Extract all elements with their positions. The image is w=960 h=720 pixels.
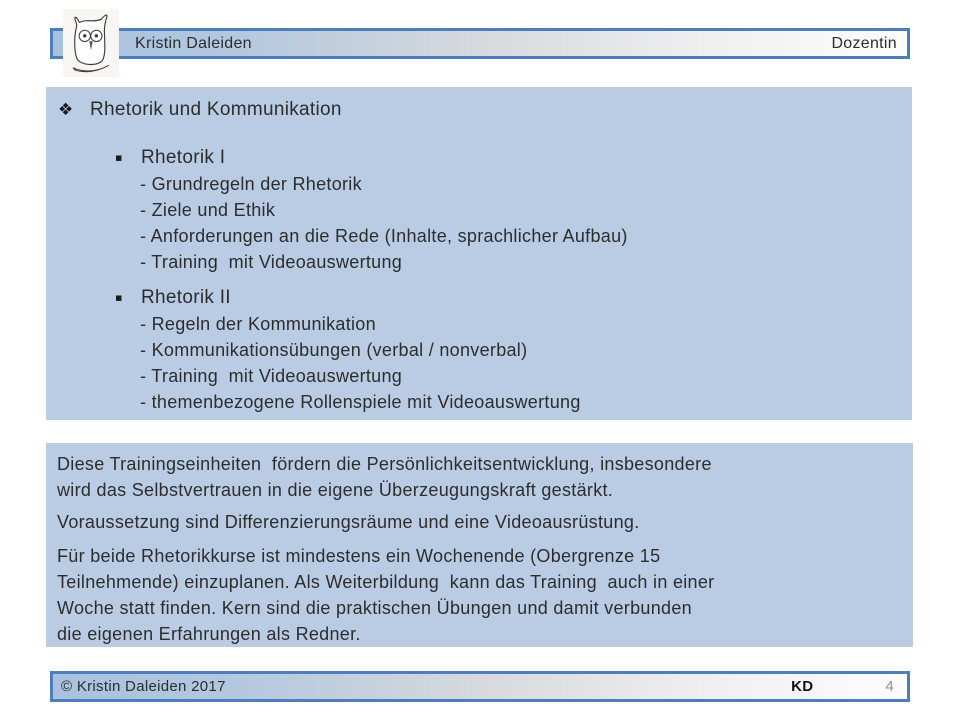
- list-item: - Ziele und Ethik: [140, 200, 276, 220]
- square-bullet-icon: ▪: [115, 291, 123, 304]
- note-line: Teilnehmende) einzuplanen. Als Weiterbildung kann das Training auch in einer: [57, 572, 715, 592]
- section-heading: [46, 145, 912, 171]
- header-bar: [50, 28, 910, 59]
- list-item: - Grundregeln der Rhetorik: [140, 174, 362, 194]
- footer-bar: [50, 671, 910, 702]
- note-line: Für beide Rhetorikkurse ist mindestens ein Wochenende (Obergrenze 15: [57, 546, 661, 566]
- footer-copyright: © Kristin Daleiden 2017: [61, 678, 226, 695]
- diamond-bullet-icon: ❖: [58, 100, 74, 120]
- section-heading-label: Rhetorik I: [141, 147, 226, 168]
- topic-title: Rhetorik und Kommunikation: [90, 99, 342, 120]
- content-box: [46, 87, 912, 420]
- note-line: Voraussetzung sind Differenzierungsräume und eine Videoausrüstung.: [57, 512, 640, 532]
- list-item: - themenbezogene Rollenspiele mit Videoauswertung: [140, 392, 581, 412]
- topic-title-row: [46, 97, 912, 123]
- note-paragraph: [57, 451, 901, 503]
- note-line: die eigenen Erfahrungen als Redner.: [57, 624, 361, 644]
- note-line: Diese Trainingseinheiten fördern die Persönlichkeitsentwicklung, insbesondere: [57, 454, 712, 474]
- note-paragraph: [57, 509, 901, 535]
- square-bullet-icon: ▪: [115, 151, 123, 164]
- section-heading-label: Rhetorik II: [141, 287, 231, 308]
- list-item: - Kommunikationsübungen (verbal / nonverbal): [140, 340, 528, 360]
- note-line: wird das Selbstvertrauen in die eigene Überzeugungskraft gestärkt.: [57, 480, 614, 500]
- list-item: - Regeln der Kommunikation: [140, 314, 376, 334]
- section-rhetorik-1: [46, 145, 912, 275]
- footer-initials: KD: [791, 678, 814, 695]
- section-heading: [46, 285, 912, 311]
- list-item: - Training mit Videoauswertung: [140, 366, 403, 386]
- note-box: [46, 443, 913, 647]
- note-line: Woche statt finden. Kern sind die praktischen Übungen und damit verbunden: [57, 598, 692, 618]
- page-number: 4: [885, 678, 894, 695]
- header-author: Kristin Daleiden: [135, 34, 252, 52]
- note-paragraph: [57, 543, 901, 647]
- list-item: - Training mit Videoauswertung: [140, 252, 403, 272]
- owl-icon: [66, 12, 116, 74]
- owl-logo: [63, 9, 119, 77]
- list-item: - Anforderungen an die Rede (Inhalte, sprachlicher Aufbau): [140, 226, 628, 246]
- section-rhetorik-2: [46, 285, 912, 415]
- header-role: Dozentin: [831, 34, 897, 52]
